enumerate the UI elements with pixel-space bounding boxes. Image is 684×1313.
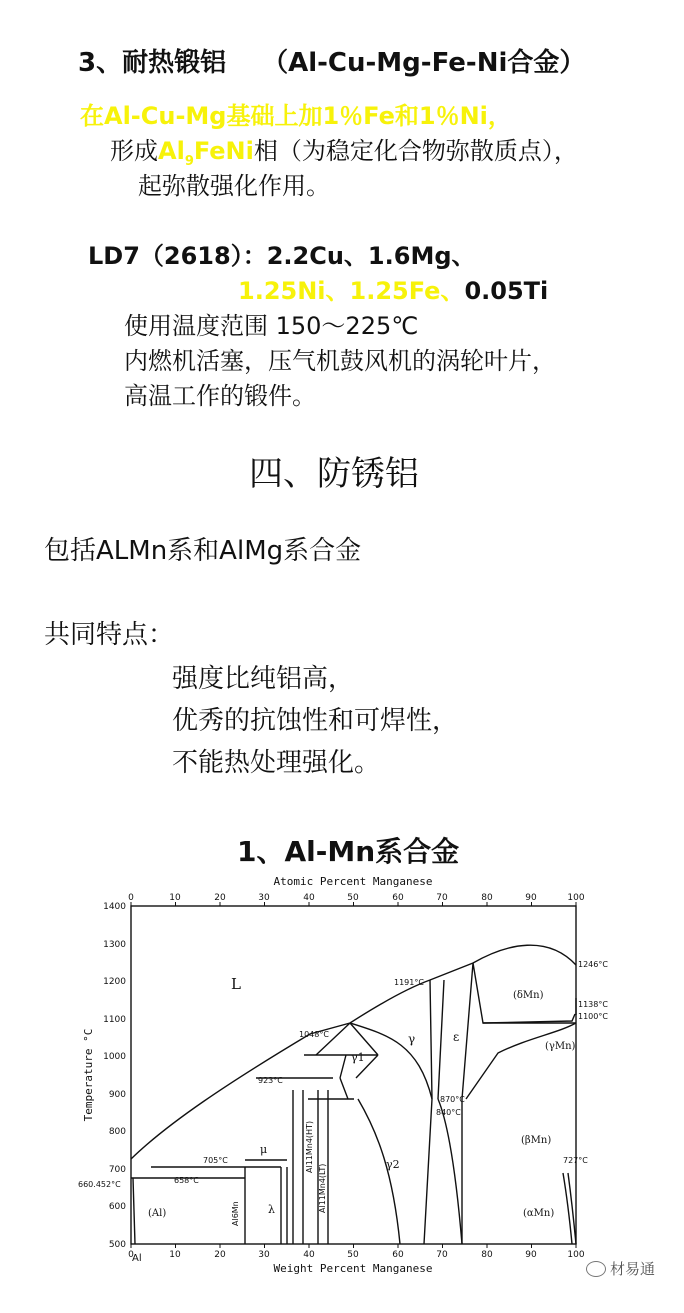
section3-line3: 起弥散强化作用。 — [138, 172, 330, 200]
al-axis-label: Al — [132, 1253, 142, 1264]
phase-boundary — [430, 963, 576, 1099]
temperature-label: Temperature °C — [82, 1028, 95, 1122]
label-al11mn4-ht: Al11Mn4(HT) — [305, 1120, 314, 1173]
feature-2: 优秀的抗蚀性和可焊性， — [172, 706, 459, 736]
y-tick: 700 — [108, 1165, 126, 1175]
top-tick: 50 — [347, 893, 359, 903]
top-tick: 100 — [567, 893, 585, 903]
top-tick: 40 — [303, 893, 315, 903]
feature-1: 强度比纯铝高， — [172, 664, 355, 694]
label-1191: 1191°C — [394, 978, 424, 987]
x-tick: 10 — [169, 1250, 181, 1260]
x-tick: 20 — [214, 1250, 226, 1260]
top-tick: 20 — [214, 893, 226, 903]
label-1100: 1100°C — [578, 1012, 608, 1021]
label-gamma-mn: (γMn) — [545, 1041, 576, 1052]
label-al: (Al) — [148, 1208, 167, 1219]
label-1048: 1048°C — [299, 1030, 329, 1039]
section4-heading: 四、防锈铝 — [249, 454, 419, 494]
label-gamma: γ — [408, 1032, 416, 1046]
gamma2-boundary — [358, 1099, 462, 1244]
y-tick: 1400 — [103, 902, 126, 912]
al-mn-phase-diagram — [78, 873, 618, 1283]
label-727: 727°C — [563, 1156, 588, 1165]
label-mu: μ — [260, 1143, 268, 1156]
y-tick: 1100 — [103, 1015, 126, 1025]
label-epsilon: ε — [453, 1030, 460, 1044]
label-658: 658°C — [174, 1176, 199, 1185]
feature-3: 不能热处理强化。 — [172, 748, 381, 778]
top-tick: 80 — [481, 893, 493, 903]
beta-region — [462, 1023, 576, 1244]
x-tick: 70 — [436, 1250, 448, 1260]
section3-title: 3、耐热锻铝 — [78, 48, 227, 78]
x-tick: 40 — [303, 1250, 315, 1260]
subsection-title: 1、Al-Mn系合金 — [237, 835, 460, 868]
top-tick: 70 — [436, 893, 448, 903]
x-tick: 50 — [347, 1250, 359, 1260]
ld7-composition: LD7（2618）：2.2Cu、1.6Mg、 — [88, 242, 476, 270]
label-840: 840°C — [436, 1108, 461, 1117]
x-tick: 100 — [567, 1250, 585, 1260]
label-660: 660.452°C — [78, 1180, 121, 1189]
common-features-label: 共同特点： — [44, 620, 175, 650]
label-1246: 1246°C — [578, 960, 608, 969]
section3-line1: 在Al-Cu-Mg基础上加1％Fe和1％Ni， — [80, 102, 512, 130]
top-tick: 0 — [128, 893, 134, 903]
section3-line2: 形成$Al_9FeNi$相（为稳定化合物弥散质点）， — [110, 137, 578, 169]
label-beta-mn: (βMn) — [521, 1135, 552, 1146]
use-temp-range: 使用温度范围 150～225℃ — [124, 312, 419, 340]
label-liquid: L — [231, 975, 241, 993]
label-alpha-mn: (αMn) — [523, 1208, 555, 1219]
label-923: 923°C — [258, 1076, 283, 1085]
tick-marks — [131, 902, 576, 1248]
top-tick: 10 — [169, 893, 181, 903]
al-solvus — [133, 1178, 135, 1244]
y-tick: 1200 — [103, 977, 126, 987]
y-tick: 1300 — [103, 940, 126, 950]
label-al11mn4-lt: Al11Mn4(LT) — [318, 1163, 327, 1213]
top-tick: 60 — [392, 893, 404, 903]
y-tick: 600 — [108, 1202, 126, 1212]
label-705: 705°C — [203, 1156, 228, 1165]
phase-boundary — [304, 1055, 378, 1078]
y-tick: 500 — [108, 1240, 126, 1250]
use-line-1: 内燃机活塞，压气机鼓风机的涡轮叶片， — [124, 347, 556, 375]
phase-boundary — [483, 998, 576, 1023]
label-al6mn: Al6Mn — [231, 1201, 240, 1226]
label-gamma2: γ2 — [386, 1158, 400, 1171]
y-tick: 800 — [108, 1127, 126, 1137]
section4-includes: 包括ALMn系和AlMg系合金 — [44, 536, 362, 566]
phase-boundary — [316, 1023, 378, 1055]
top-tick: 90 — [525, 893, 537, 903]
watermark — [586, 1258, 655, 1279]
y-tick: 900 — [108, 1090, 126, 1100]
x-tick: 30 — [258, 1250, 270, 1260]
chat-bubble-icon — [586, 1261, 606, 1277]
phase-al9feni: $Al_9FeNi$ — [158, 137, 254, 169]
section3-title-formula: （Al-Cu-Mg-Fe-Ni合金） — [262, 48, 586, 78]
label-delta-mn: (δMn) — [513, 990, 544, 1001]
watermark-text: 材易通 — [610, 1260, 656, 1278]
label-gamma1: γ1 — [351, 1051, 365, 1064]
x-tick: 60 — [392, 1250, 404, 1260]
weight-percent-label: Weight Percent Manganese — [273, 1262, 433, 1275]
use-line-2: 高温工作的锻件。 — [124, 382, 316, 410]
plot-frame — [131, 906, 576, 1244]
x-tick: 80 — [481, 1250, 493, 1260]
x-tick: 90 — [525, 1250, 537, 1260]
x-tick: 0 — [128, 1250, 134, 1260]
atomic-percent-label: Atomic Percent Manganese — [273, 875, 433, 888]
ld7-composition-2: 1.25Ni、1.25Fe、0.05Ti — [238, 277, 549, 305]
top-tick: 30 — [258, 893, 270, 903]
y-tick: 1000 — [103, 1052, 126, 1062]
label-870: 870°C — [440, 1095, 465, 1104]
label-1138: 1138°C — [578, 1000, 608, 1009]
label-lambda: λ — [268, 1203, 275, 1216]
